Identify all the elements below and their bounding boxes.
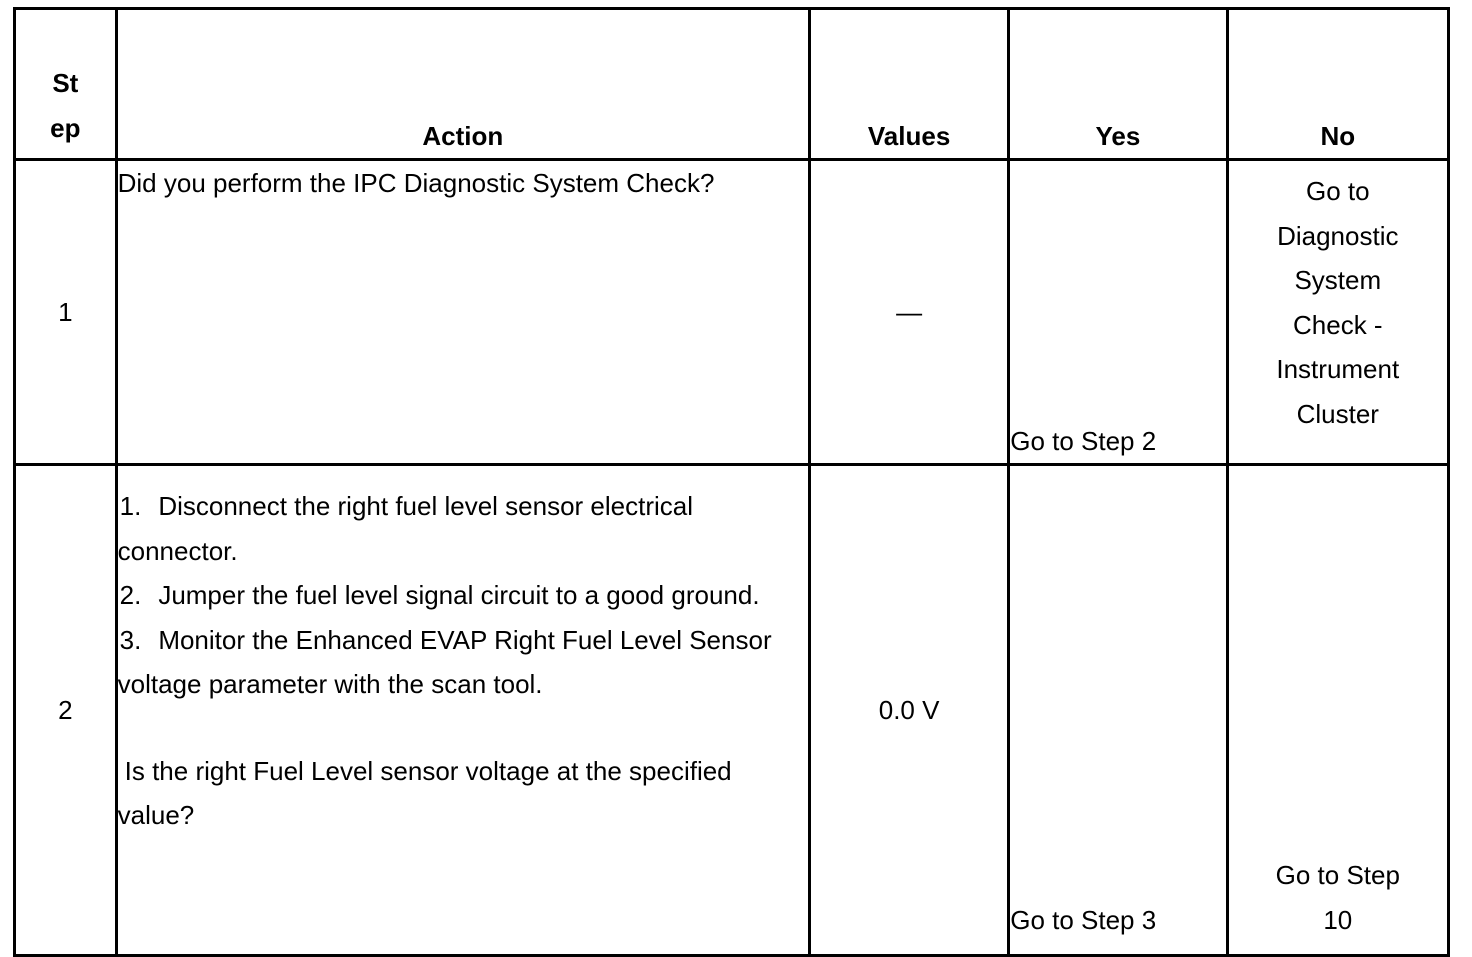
diagnostic-table (13, 7, 1450, 957)
action-text: Did you perform the IPC Diagnostic System Check? (116, 160, 809, 465)
no-cell (1227, 465, 1448, 956)
no-line: Go to Step (1275, 860, 1400, 890)
header-step (15, 9, 117, 160)
header-no: No (1227, 9, 1448, 160)
step-number: 1 (15, 160, 117, 465)
no-line: 10 (1323, 904, 1353, 935)
header-row (15, 9, 1449, 160)
header-step-line2: ep (50, 112, 81, 143)
no-line: Diagnostic (1277, 220, 1399, 251)
no-line: Go to (1305, 176, 1370, 206)
action-cell (116, 465, 809, 956)
action-step-text: Monitor the Enhanced EVAP Right Fuel Level Sensor voltage parameter with the scan tool. (117, 624, 772, 699)
values-cell: 0.0 V (809, 465, 1008, 956)
action-step-item (118, 618, 808, 707)
table-row (15, 160, 1449, 465)
action-question (118, 749, 808, 838)
action-step-text: Jumper the fuel level signal circuit to a good ground. (158, 580, 760, 610)
table-row (15, 465, 1449, 956)
no-line: System (1294, 265, 1382, 295)
action-step-number: 3. (119, 624, 142, 655)
header-values: Values (809, 9, 1008, 160)
action-step-item (118, 573, 808, 618)
yes-cell: Go to Step 2 (1009, 160, 1227, 465)
action-step-number: 2. (119, 580, 142, 610)
action-steps-list (118, 484, 808, 707)
yes-cell: Go to Step 3 (1009, 465, 1227, 956)
no-cell (1227, 160, 1448, 465)
values-cell: — (809, 160, 1008, 465)
no-line: Cluster (1296, 398, 1379, 429)
action-step-number: 1. (119, 491, 142, 521)
header-action: Action (116, 9, 809, 160)
step-number: 2 (15, 465, 117, 956)
header-step-line1: St (52, 68, 79, 98)
action-question-text: Is the right Fuel Level sensor voltage at the specified value? (117, 755, 732, 830)
header-yes: Yes (1009, 9, 1227, 160)
action-step-item (118, 484, 808, 573)
action-step-text: Disconnect the right fuel level sensor electrical connector. (117, 491, 694, 566)
no-line: Check - (1293, 309, 1383, 340)
no-line: Instrument (1276, 354, 1400, 384)
